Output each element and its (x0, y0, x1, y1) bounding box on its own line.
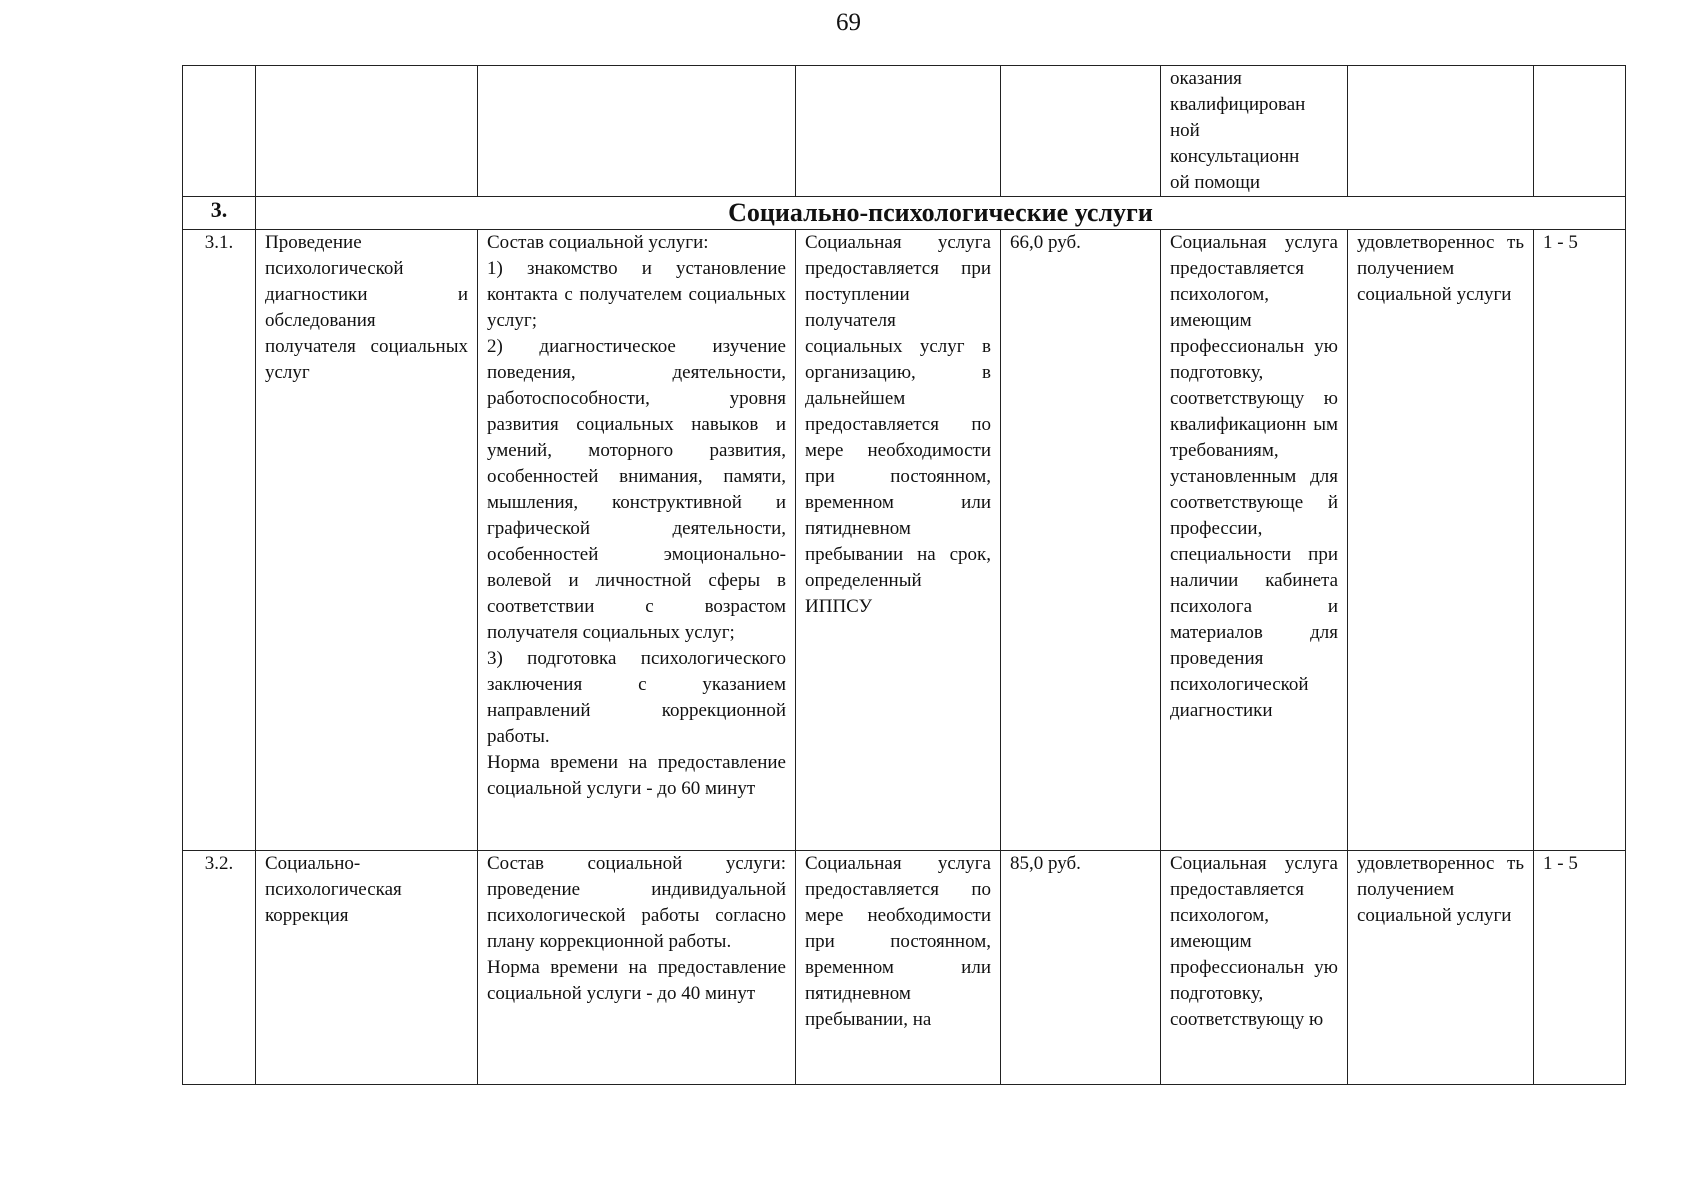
service-price: 66,0 руб. (1001, 230, 1161, 851)
recipient-group: 1 - 5 (1534, 851, 1626, 1085)
service-name: Социально-психологическая коррекция (256, 851, 478, 1085)
cell-description (478, 66, 796, 197)
section-number: 3. (183, 197, 256, 230)
page-number: 69 (836, 9, 861, 36)
cell-terms (796, 66, 1001, 197)
row-number: 3.2. (183, 851, 256, 1085)
service-description: Состав социальной услуги: проведение индивидуальной психологической работы согласно плану коррекционной работы. Норма времени на предоставление социальной услуги - до 40 минут (478, 851, 796, 1085)
service-indicators: удовлетвореннос ть получением социальной услуги (1348, 230, 1534, 851)
service-conditions: Социальная услуга предоставляется психологом, имеющим профессиональн ую подготовку, соответствующу ю квалификационн ым требованиям, установленным для соответствующе й профессии, специальности при наличии кабинета психолога и материалов для проведения психологической диагностики (1161, 230, 1348, 851)
section-header-row (183, 197, 1626, 230)
service-terms: Социальная услуга предоставляется при поступлении получателя социальных услуг в организацию, в дальнейшем предоставляется по мере необходимости при постоянном, временном или пятидневном пребывании на срок, определенный ИППСУ (796, 230, 1001, 851)
cell-indicators (1348, 66, 1534, 197)
services-table (182, 65, 1626, 1085)
section-title: Социально-психологические услуги (256, 197, 1626, 230)
cell-name (256, 66, 478, 197)
continuation-row (183, 66, 1626, 197)
cell-group (1534, 66, 1626, 197)
service-conditions: Социальная услуга предоставляется психологом, имеющим профессиональн ую подготовку, соответствующу ю (1161, 851, 1348, 1085)
service-description: Состав социальной услуги: 1) знакомство и установление контакта с получателем социальных услуг; 2) диагностическое изучение поведения, деятельности, работоспособности, уровня развития социальных навыков и умений, моторного развития, особенностей внимания, памяти, мышления, конструктивной и графической деятельности, особенностей эмоционально-волевой и личностной сферы в соответствии с возрастом получателя социальных услуг; 3) подготовка психологического заключения с указанием направлений коррекционной работы. Норма времени на предоставление социальной услуги - до 60 минут (478, 230, 796, 851)
cell-conditions (1161, 66, 1348, 197)
table-row (183, 230, 1626, 851)
cell-price (1001, 66, 1161, 197)
cell-number (183, 66, 256, 197)
table-row (183, 851, 1626, 1085)
row-number: 3.1. (183, 230, 256, 851)
service-price: 85,0 руб. (1001, 851, 1161, 1085)
service-name: Проведение психологической диагностики и обследования получателя социальных услуг (256, 230, 478, 851)
conditions-text: оказания квалифицирован ной консультационн ой помощи (1170, 68, 1306, 193)
service-indicators: удовлетвореннос ть получением социальной услуги (1348, 851, 1534, 1085)
service-terms: Социальная услуга предоставляется по мере необходимости при постоянном, временном или пятидневном пребывании, на (796, 851, 1001, 1085)
recipient-group: 1 - 5 (1534, 230, 1626, 851)
